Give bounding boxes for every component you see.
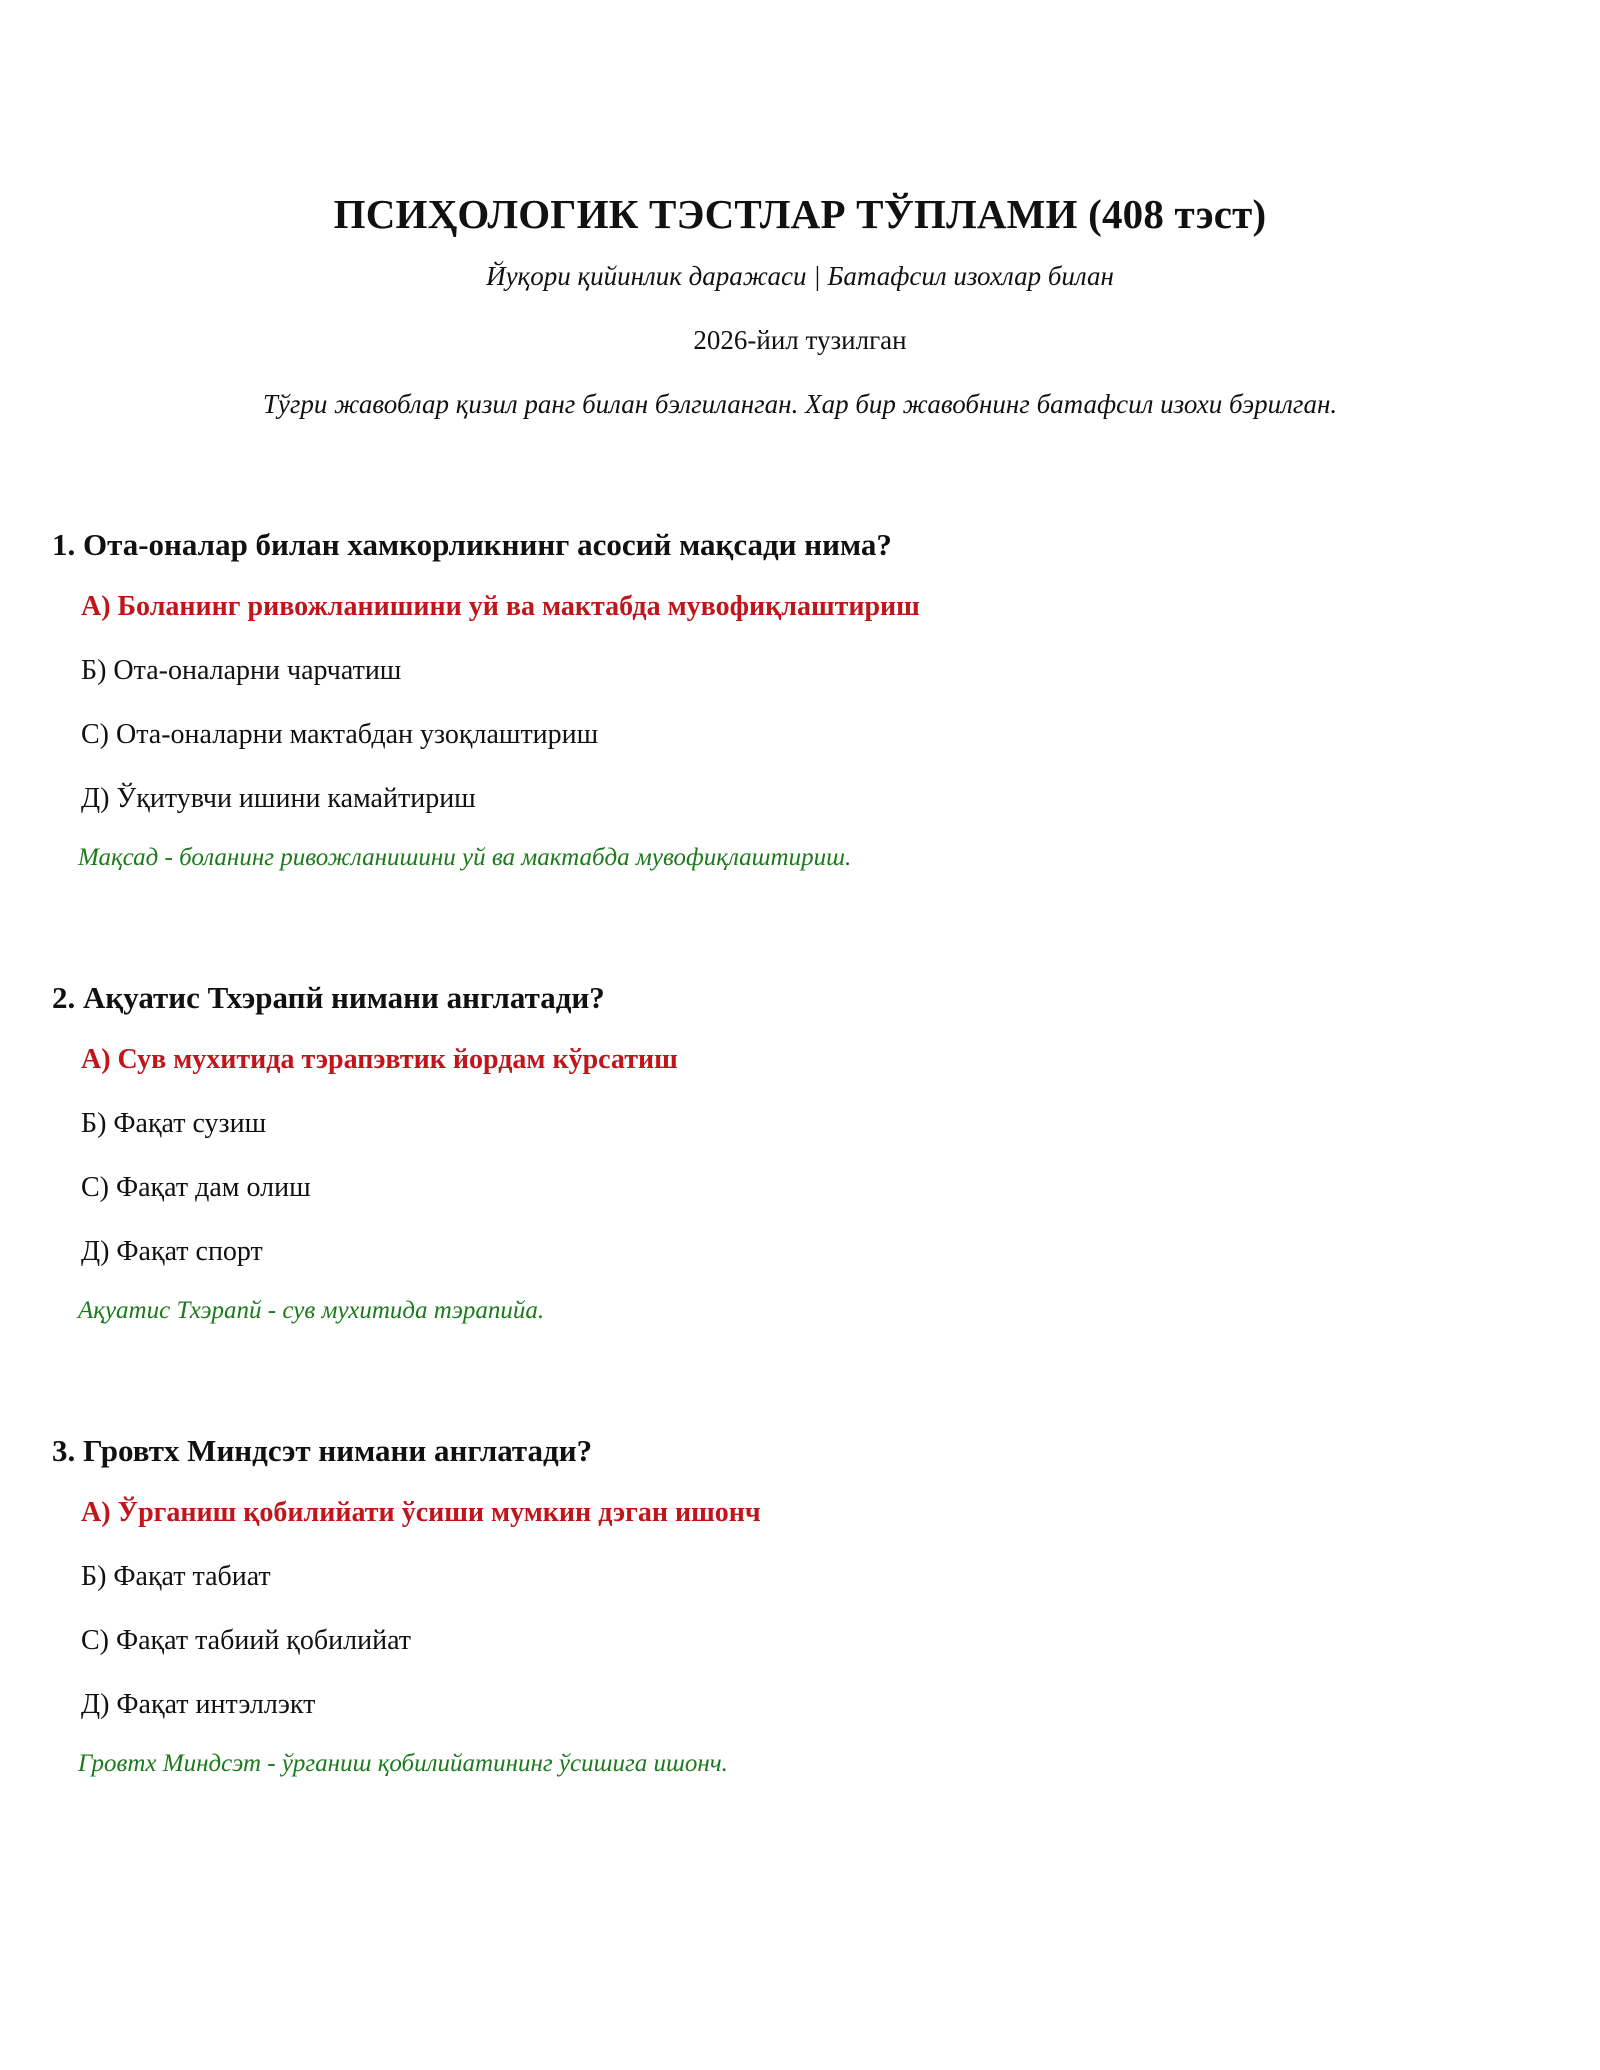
question-list [52, 525, 1552, 1884]
document-title: ПСИҲОЛОГИК ТЭСТЛАР ТЎПЛАМИ (408 тэст) [333, 191, 1267, 237]
answer-option-b: Б) Ота-оналарни чарчатиш [81, 655, 402, 686]
answer-explanation: Гровтх Миндсэт - ўрганиш қобилийатининг ўсишига ишонч. [78, 1750, 728, 1777]
answer-options [52, 1494, 1552, 1723]
document-subtitle: Йуқори қийинлик даражаси | Батафсил изохлар билан [486, 261, 1114, 291]
answer-option-c: С) Ота-оналарни мактабдан узоқлаштириш [81, 719, 599, 750]
document-header [0, 188, 1600, 422]
answer-options [52, 1041, 1552, 1270]
answer-option-a-correct: А) Ўрганиш қобилийати ўсиши мумкин дэган ишонч [81, 1497, 761, 1528]
answer-option-c: С) Фақат табиий қобилийат [81, 1625, 412, 1656]
answer-option-b: Б) Фақат табиат [81, 1561, 271, 1592]
question-text: 2. Ақуатис Тхэрапй нимани англатади? [52, 980, 605, 1015]
question-2 [52, 978, 1552, 1431]
document-date: 2026-йил тузилган [693, 325, 907, 355]
answer-options [52, 588, 1552, 817]
question-text: 1. Ота-оналар билан хамкорликнинг асосий мақсади нима? [52, 527, 892, 562]
answer-option-d: Д) Фақат интэллэкт [81, 1689, 316, 1720]
document-note: Тўгри жавоблар қизил ранг билан бэлгиланган. Хар бир жавобнинг батафсил изохи бэрилган. [262, 389, 1338, 419]
answer-option-c: С) Фақат дам олиш [81, 1172, 311, 1203]
question-3 [52, 1431, 1552, 1884]
answer-option-a-correct: А) Сув мухитида тэрапэвтик йордам кўрсатиш [81, 1044, 678, 1075]
answer-explanation: Мақсад - боланинг ривожланишини уй ва мактабда мувофиқлаштириш. [78, 844, 852, 871]
question-1 [52, 525, 1552, 978]
question-text: 3. Гровтх Миндсэт нимани англатади? [52, 1433, 593, 1468]
answer-explanation: Ақуатис Тхэрапй - сув мухитида тэрапийа. [78, 1297, 545, 1324]
answer-option-d: Д) Фақат спорт [81, 1236, 263, 1267]
answer-option-b: Б) Фақат сузиш [81, 1108, 267, 1139]
answer-option-a-correct: А) Боланинг ривожланишини уй ва мактабда мувофиқлаштириш [81, 591, 920, 622]
answer-option-d: Д) Ўқитувчи ишини камайтириш [81, 783, 476, 814]
